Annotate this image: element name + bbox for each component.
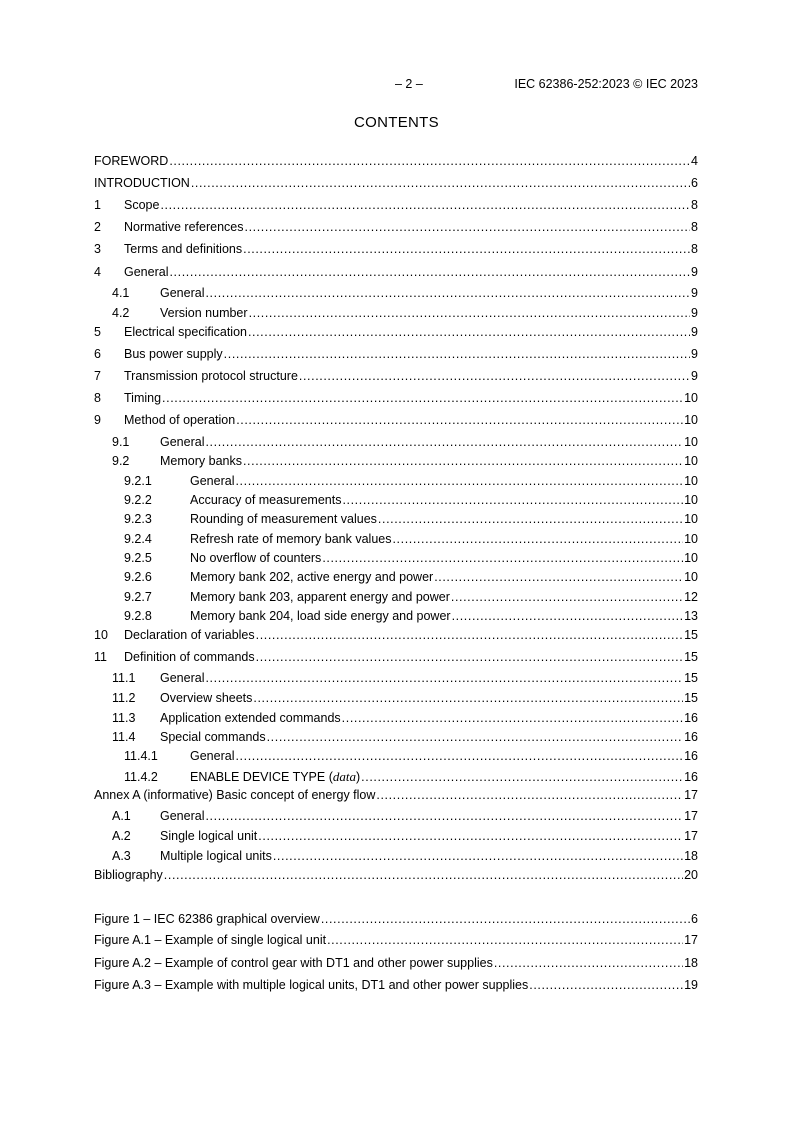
toc-entry-title: General xyxy=(160,286,205,300)
toc-entry[interactable] xyxy=(94,569,698,586)
toc-entry[interactable] xyxy=(94,285,698,302)
toc-entry-number: 5 xyxy=(94,325,101,339)
figure-entry-title: Figure 1 – IEC 62386 graphical overview xyxy=(94,912,320,926)
toc-entry-title: Scope xyxy=(124,198,160,212)
dot-leader xyxy=(256,649,683,666)
toc-entry-number: A.2 xyxy=(112,829,131,843)
toc-entry[interactable] xyxy=(94,848,698,865)
toc-entry[interactable] xyxy=(94,241,698,258)
toc-entry-page: 6 xyxy=(691,176,698,190)
toc-entry-page: 13 xyxy=(684,609,698,623)
dot-leader xyxy=(529,977,683,994)
dot-leader xyxy=(273,848,683,865)
toc-entry-title: General xyxy=(124,265,169,279)
toc-entry-title: Special commands xyxy=(160,730,266,744)
toc-entry[interactable] xyxy=(94,768,698,785)
dot-leader xyxy=(235,748,683,765)
toc-entry-title: General xyxy=(160,671,205,685)
toc-entry-number: 9.2.4 xyxy=(124,532,152,546)
toc-entry-title: Accuracy of measurements xyxy=(190,493,342,507)
dot-leader xyxy=(243,241,690,258)
toc-entry-number: 4 xyxy=(94,265,101,279)
toc-entry-number: 11.4.2 xyxy=(124,770,158,784)
toc-entry[interactable] xyxy=(94,729,698,746)
toc-entry-title: Memory bank 202, active energy and power xyxy=(190,570,434,584)
toc-entry-title: General xyxy=(160,809,205,823)
toc-entry-page: 8 xyxy=(691,198,698,212)
dot-leader xyxy=(162,390,683,407)
toc-entry-page: 10 xyxy=(684,551,698,565)
toc-entry-title: Application extended commands xyxy=(160,711,341,725)
dot-leader xyxy=(392,531,683,548)
toc-entry-title: Overview sheets xyxy=(160,691,253,705)
dot-leader xyxy=(299,368,690,385)
toc-entry-title-italic: data xyxy=(332,769,356,784)
toc-entry-number: 2 xyxy=(94,220,101,234)
toc-entry-number: 11.4 xyxy=(112,730,136,744)
toc-entry-title-text: ENABLE DEVICE TYPE ( xyxy=(190,770,333,784)
toc-entry-number: 9.2.5 xyxy=(124,551,152,565)
toc-entry[interactable] xyxy=(94,324,698,341)
toc-entry-title: Normative references xyxy=(124,220,244,234)
toc-entry-page: 17 xyxy=(684,933,698,947)
toc-entry-number: 11.2 xyxy=(112,691,136,705)
toc-entry[interactable] xyxy=(94,153,698,170)
toc-entry-title: General xyxy=(190,749,235,763)
toc-entry[interactable] xyxy=(94,608,698,625)
dot-leader xyxy=(249,305,690,322)
toc-entry[interactable] xyxy=(94,748,698,765)
dot-leader xyxy=(236,412,683,429)
dot-leader xyxy=(205,808,683,825)
toc-entry[interactable] xyxy=(94,264,698,281)
dot-leader xyxy=(452,608,684,625)
toc-entry-number: 11.3 xyxy=(112,711,136,725)
toc-entry-page: 9 xyxy=(691,265,698,279)
toc-entry-page: 18 xyxy=(684,956,698,970)
toc-entry-title: Definition of commands xyxy=(124,650,255,664)
toc-entry-number: 9.2.6 xyxy=(124,570,152,584)
toc-entry-number: 10 xyxy=(94,628,108,642)
toc-entry-page: 8 xyxy=(691,242,698,256)
toc-entry-page: 17 xyxy=(684,788,698,802)
toc-entry[interactable] xyxy=(94,511,698,528)
figure-entry[interactable] xyxy=(94,911,698,928)
toc-entry-page: 16 xyxy=(684,749,698,763)
toc-entry-number: A.1 xyxy=(112,809,131,823)
toc-entry-page: 10 xyxy=(684,454,698,468)
dot-leader xyxy=(235,473,683,490)
toc-entry[interactable] xyxy=(94,197,698,214)
toc-entry-title-suffix: ) xyxy=(356,770,361,784)
toc-entry[interactable] xyxy=(94,434,698,451)
toc-entry-page: 9 xyxy=(691,325,698,339)
dot-leader xyxy=(205,285,690,302)
toc-entry-title: Electrical specification xyxy=(124,325,247,339)
figure-entry-title: Figure A.3 – Example with multiple logical units, DT1 and other power supplies xyxy=(94,978,529,992)
dot-leader xyxy=(191,175,690,192)
toc-entry-page: 10 xyxy=(684,512,698,526)
toc-entry-number: 9 xyxy=(94,413,101,427)
toc-entry-page: 10 xyxy=(684,532,698,546)
dot-leader xyxy=(342,492,683,509)
toc-entry[interactable] xyxy=(94,787,698,804)
dot-leader xyxy=(378,511,683,528)
toc-entry[interactable] xyxy=(94,828,698,845)
dot-leader xyxy=(243,453,683,470)
toc-entry-title xyxy=(190,768,361,786)
toc-entry-page: 16 xyxy=(684,711,698,725)
toc-entry-page: 15 xyxy=(684,628,698,642)
toc-entry-number: 6 xyxy=(94,347,101,361)
toc-entry-page: 16 xyxy=(684,770,698,784)
toc-entry[interactable] xyxy=(94,589,698,606)
dot-leader xyxy=(169,264,690,281)
toc-entry-page: 20 xyxy=(684,868,698,882)
toc-entry-title: Transmission protocol structure xyxy=(124,369,298,383)
toc-entry-number: 9.2.3 xyxy=(124,512,152,526)
toc-entry-title: Bus power supply xyxy=(124,347,223,361)
toc-entry[interactable] xyxy=(94,453,698,470)
toc-entry-page: 17 xyxy=(684,829,698,843)
dot-leader xyxy=(494,955,683,972)
figure-entry[interactable] xyxy=(94,955,698,972)
figure-entry-title: Figure A.1 – Example of single logical unit xyxy=(94,933,327,947)
toc-entry[interactable] xyxy=(94,368,698,385)
toc-entry-title: General xyxy=(190,474,235,488)
toc-entry-page: 10 xyxy=(684,493,698,507)
toc-entry[interactable] xyxy=(94,808,698,825)
toc-entry-title: Timing xyxy=(124,391,162,405)
toc-entry[interactable] xyxy=(94,473,698,490)
toc-entry-number: 9.2.8 xyxy=(124,609,152,623)
toc-entry-title: Terms and definitions xyxy=(124,242,243,256)
toc-entry[interactable] xyxy=(94,492,698,509)
dot-leader xyxy=(376,787,683,804)
figure-entry-title: Figure A.2 – Example of control gear with DT1 and other power supplies xyxy=(94,956,493,970)
dot-leader xyxy=(322,550,683,567)
toc-entry-title: INTRODUCTION xyxy=(94,176,190,190)
toc-entry[interactable] xyxy=(94,627,698,644)
toc-entry-title: Declaration of variables xyxy=(124,628,255,642)
toc-entry[interactable] xyxy=(94,219,698,236)
contents-title: CONTENTS xyxy=(354,114,439,131)
dot-leader xyxy=(451,589,683,606)
toc-entry[interactable] xyxy=(94,305,698,322)
dot-leader xyxy=(205,670,683,687)
toc-entry-title: Memory bank 204, load side energy and power xyxy=(190,609,451,623)
toc-entry[interactable] xyxy=(94,649,698,666)
toc-entry-page: 6 xyxy=(691,912,698,926)
toc-entry-number: 7 xyxy=(94,369,101,383)
toc-entry-title: Version number xyxy=(160,306,248,320)
toc-entry-page: 15 xyxy=(684,650,698,664)
toc-entry-number: A.3 xyxy=(112,849,131,863)
toc-entry-page: 10 xyxy=(684,435,698,449)
dot-leader xyxy=(258,828,683,845)
dot-leader xyxy=(256,627,683,644)
toc-entry-page: 10 xyxy=(684,570,698,584)
toc-entry-page: 15 xyxy=(684,671,698,685)
toc-entry-number: 9.2 xyxy=(112,454,130,468)
dot-leader xyxy=(327,932,683,949)
toc-entry-number: 1 xyxy=(94,198,101,212)
toc-entry-number: 4.1 xyxy=(112,286,130,300)
dot-leader xyxy=(248,324,690,341)
toc-entry-title: Rounding of measurement values xyxy=(190,512,377,526)
toc-entry[interactable] xyxy=(94,412,698,429)
toc-entry-number: 3 xyxy=(94,242,101,256)
page-number: – 2 – xyxy=(395,77,423,91)
toc-entry-number: 11.4.1 xyxy=(124,749,158,763)
toc-entry-page: 19 xyxy=(684,978,698,992)
dot-leader xyxy=(245,219,691,236)
toc-entry-title: Multiple logical units xyxy=(160,849,272,863)
toc-entry[interactable] xyxy=(94,690,698,707)
toc-entry[interactable] xyxy=(94,550,698,567)
toc-entry-page: 18 xyxy=(684,849,698,863)
toc-entry-page: 9 xyxy=(691,306,698,320)
toc-entry-title: Method of operation xyxy=(124,413,236,427)
toc-entry-number: 11 xyxy=(94,650,107,664)
toc-entry-title: Single logical unit xyxy=(160,829,258,843)
toc-entry-number: 8 xyxy=(94,391,101,405)
toc-entry-number: 9.2.7 xyxy=(124,590,152,604)
toc-entry-page: 10 xyxy=(684,474,698,488)
toc-entry-title: Refresh rate of memory bank values xyxy=(190,532,392,546)
toc-entry-number: 9.1 xyxy=(112,435,130,449)
toc-entry-page: 16 xyxy=(684,730,698,744)
figure-entry[interactable] xyxy=(94,977,698,994)
toc-entry-title: Memory bank 203, apparent energy and power xyxy=(190,590,450,604)
dot-leader xyxy=(253,690,683,707)
toc-entry-page: 8 xyxy=(691,220,698,234)
toc-entry[interactable] xyxy=(94,867,698,884)
dot-leader xyxy=(342,710,683,727)
toc-entry-title: No overflow of counters xyxy=(190,551,322,565)
dot-leader xyxy=(267,729,683,746)
toc-entry[interactable] xyxy=(94,710,698,727)
dot-leader xyxy=(205,434,683,451)
dot-leader xyxy=(164,867,683,884)
dot-leader xyxy=(321,911,690,928)
dot-leader xyxy=(169,153,690,170)
toc-entry-page: 10 xyxy=(684,413,698,427)
toc-entry-title: Memory banks xyxy=(160,454,242,468)
toc-entry[interactable] xyxy=(94,390,698,407)
page-header xyxy=(94,77,698,93)
dot-leader xyxy=(434,569,683,586)
toc-entry-page: 12 xyxy=(684,590,698,604)
dot-leader xyxy=(224,346,690,363)
toc-entry-page: 15 xyxy=(684,691,698,705)
dot-leader xyxy=(361,769,683,786)
dot-leader xyxy=(160,197,690,214)
toc-entry-page: 4 xyxy=(691,154,698,168)
toc-entry-title: Bibliography xyxy=(94,868,163,882)
toc-entry[interactable] xyxy=(94,531,698,548)
toc-entry-number: 4.2 xyxy=(112,306,130,320)
document-reference: IEC 62386-252:2023 © IEC 2023 xyxy=(514,77,698,91)
toc-entry-title: General xyxy=(160,435,205,449)
toc-entry-number: 9.2.2 xyxy=(124,493,152,507)
toc-entry-page: 9 xyxy=(691,369,698,383)
toc-entry-page: 17 xyxy=(684,809,698,823)
toc-entry-title: Annex A (informative) Basic concept of energy flow xyxy=(94,788,376,802)
toc-entry[interactable] xyxy=(94,175,698,192)
toc-entry-page: 9 xyxy=(691,347,698,361)
toc-entry[interactable] xyxy=(94,346,698,363)
toc-entry-number: 11.1 xyxy=(112,671,136,685)
toc-entry-number: 9.2.1 xyxy=(124,474,152,488)
toc-entry-title: FOREWORD xyxy=(94,154,169,168)
figure-entry[interactable] xyxy=(94,932,698,949)
toc-entry-page: 10 xyxy=(684,391,698,405)
toc-entry-page: 9 xyxy=(691,286,698,300)
toc-entry[interactable] xyxy=(94,670,698,687)
